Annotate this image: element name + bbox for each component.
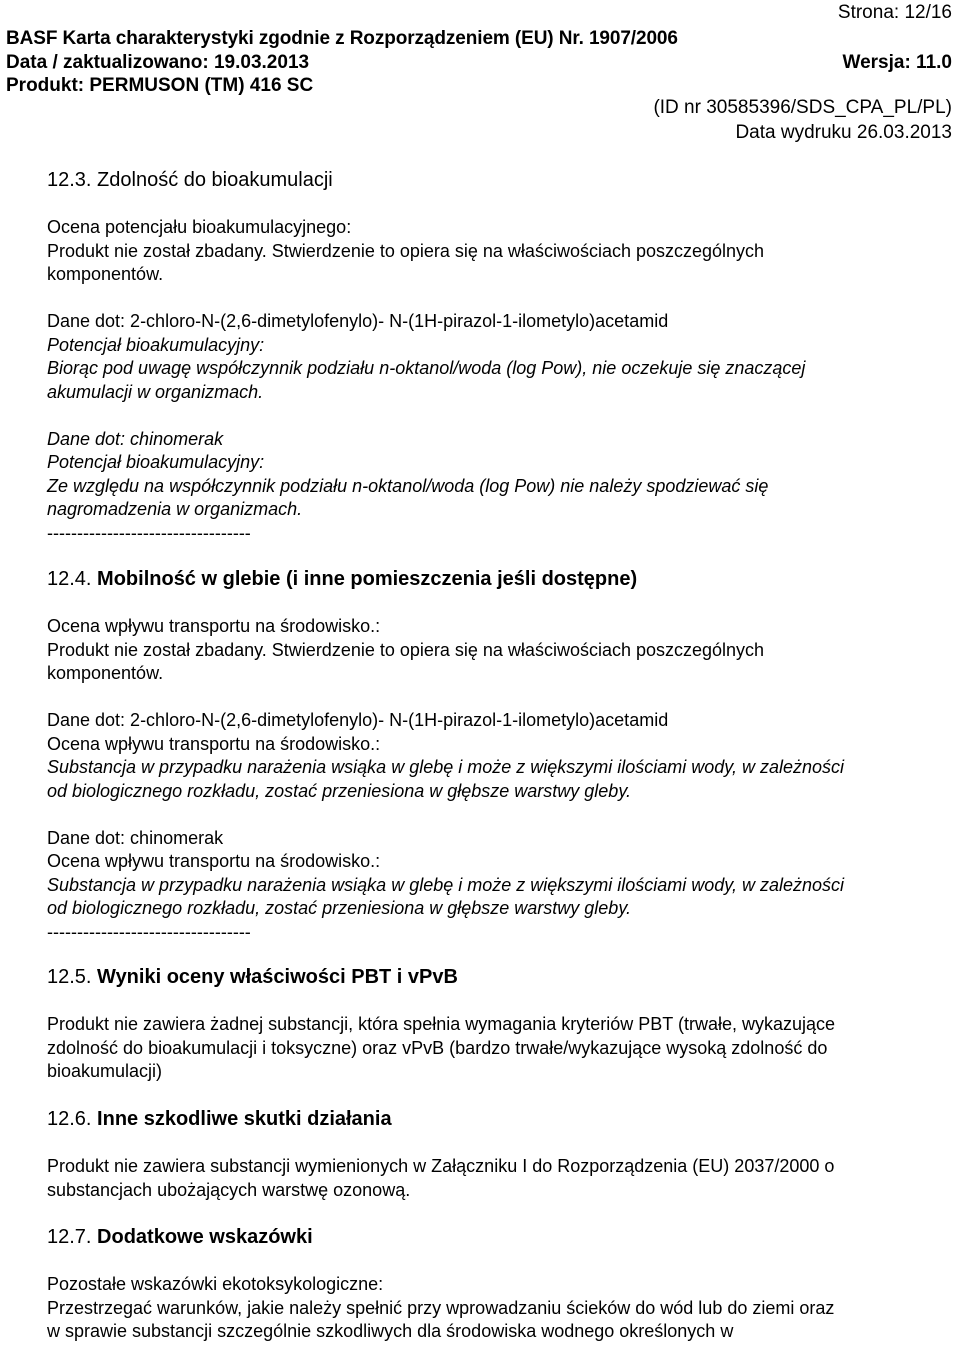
component-text: Ze względu na współczynnik podziału n-oktanol/woda (log Pow) nie należy spodziewać się [47,475,769,496]
section-number: 12.4. [47,568,92,590]
section-12-6-body [47,1155,952,1202]
revision-date: Data / zaktualizowano: 19.03.2013 [6,52,310,73]
section-12-5-body [47,1013,952,1084]
assessment-text: Produkt nie został zbadany. Stwierdzenie to opiera się na właściwościach poszczególnych [47,639,765,660]
component-reference: Dane dot: chinomerak [47,827,224,848]
section-12-5-heading [47,967,458,987]
section-title: Inne szkodliwe skutki działania [97,1108,392,1130]
product-name: Produkt: PERMUSON (TM) 416 SC [6,75,314,96]
assessment-text: komponentów. [47,663,164,683]
assessment-label: Pozostałe wskazówki ekotoksykologiczne: [47,1274,384,1294]
page-number: Strona: 12/16 [837,2,952,23]
component-text: nagromadzenia w organizmach. [47,499,303,519]
section-12-6-heading [47,1109,392,1129]
section-number: 12.7. [47,1226,92,1248]
version: Wersja: 11.0 [842,52,952,73]
paragraph-text: zdolność do bioakumulacji i toksyczne) oraz vPvB (bardzo trwałe/wykazujące wysoką zdolność do [47,1037,828,1058]
document-title: BASF Karta charakterystyki zgodnie z Rozporządzeniem (EU) Nr. 1907/2006 [6,28,678,49]
assessment-text: Produkt nie został zbadany. Stwierdzenie to opiera się na właściwościach poszczególnych [47,240,765,261]
component-reference: Dane dot: 2-chloro-N-(2,6-dimetylofenylo)- N-(1H-pirazol-1-ilometylo)acetamid [47,710,669,730]
section-12-3-heading [47,170,333,190]
paragraph-text: Produkt nie zawiera substancji wymienionych w Załączniku I do Rozporządzenia (EU) 2037/2000 o [47,1156,835,1176]
print-date: Data wydruku 26.03.2013 [735,122,952,143]
section-12-4-body [47,615,952,944]
section-12-7-heading [47,1227,313,1247]
paragraph-text: w sprawie substancji szczególnie szkodliwych dla środowiska wodnego określonych w [47,1321,734,1341]
section-title: Dodatkowe wskazówki [97,1226,313,1248]
paragraph-text: Produkt nie zawiera żadnej substancji, która spełnia wymagania kryteriów PBT (trwałe, wykazujące [47,1014,836,1034]
component-label: Potencjał bioakumulacyjny: [47,452,265,472]
component-text: Biorąc pod uwagę współczynnik podziału n-oktanol/woda (log Pow), nie oczekuje się znaczącej [47,358,806,378]
component-reference: Dane dot: 2-chloro-N-(2,6-dimetylofenylo)- N-(1H-pirazol-1-ilometylo)acetamid [47,311,669,331]
component-text: od biologicznego rozkładu, zostać przeniesiona w głębsze warstwy gleby. [47,780,631,801]
assessment-text: komponentów. [47,264,164,284]
paragraph-text: Przestrzegać warunków, jakie należy spełnić przy wprowadzaniu ścieków do wód lub do ziemi oraz [47,1297,835,1318]
separator: ---------------------------------- [47,522,251,543]
section-title: Mobilność w glebie (i inne pomieszczenia jeśli dostępne) [97,568,638,590]
paragraph-text: substancjach ubożających warstwę ozonową. [47,1179,411,1200]
section-12-4-heading [47,569,637,589]
paragraph-text: bioakumulacji) [47,1061,163,1081]
assessment-label: Ocena wpływu transportu na środowisko.: [47,616,381,636]
component-label: Potencjał bioakumulacyjny: [47,334,265,355]
section-number: 12.6. [47,1108,92,1130]
section-title: Wyniki oceny właściwości PBT i vPvB [97,966,458,988]
assessment-label: Ocena potencjału bioakumulacyjnego: [47,217,352,237]
component-text: Substancja w przypadku narażenia wsiąka w glebę i może z większymi ilościami wody, w zależności [47,874,844,895]
component-reference: Dane dot: chinomerak [47,428,224,449]
component-label: Ocena wpływu transportu na środowisko.: [47,851,381,871]
section-number: 12.5. [47,966,92,988]
document-id: (ID nr 30585396/SDS_CPA_PL/PL) [653,97,952,118]
component-text: akumulacji w organizmach. [47,381,264,402]
section-number: 12.3. [47,169,92,191]
section-12-7-body [47,1273,952,1344]
component-text: od biologicznego rozkładu, zostać przeniesiona w głębsze warstwy gleby. [47,898,631,918]
section-title: Zdolność do bioakumulacji [97,169,333,191]
separator: ---------------------------------- [47,921,251,942]
component-label: Ocena wpływu transportu na środowisko.: [47,733,381,754]
section-12-3-body [47,216,952,545]
component-text: Substancja w przypadku narażenia wsiąka w glebę i może z większymi ilościami wody, w zależności [47,757,844,777]
